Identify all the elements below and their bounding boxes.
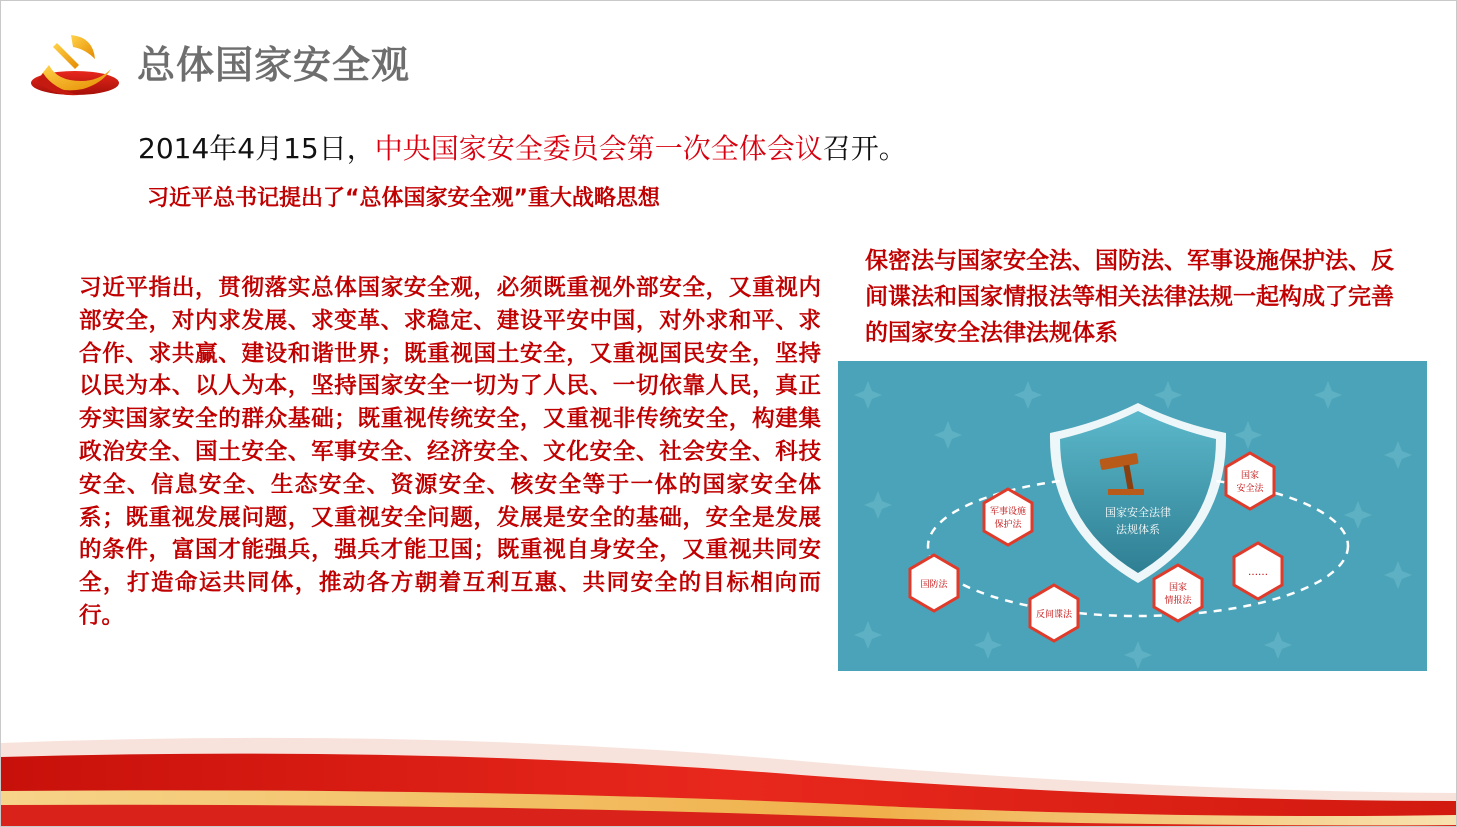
- intro-date: 2014年4月15日，: [138, 132, 375, 165]
- svg-text:保护法: 保护法: [994, 520, 1022, 530]
- node-national-defense-law: [910, 555, 958, 611]
- node-intelligence-law: [1154, 565, 1202, 621]
- shield-label-1: 国家安全法律: [1105, 506, 1171, 519]
- intro-line: [138, 129, 907, 169]
- svg-text:军事设施: 军事设施: [989, 507, 1027, 517]
- bottom-wave-decoration: [1, 731, 1457, 827]
- node-counter-espionage-law: [1030, 585, 1078, 641]
- svg-text:国家: 国家: [1240, 471, 1260, 481]
- side-note: 保密法与国家安全法、国防法、军事设施保护法、反间谍法和国家情报法等相关法律法规一起构成了完善的国家安全法律法规体系: [865, 248, 1394, 346]
- party-emblem-icon: [23, 25, 123, 103]
- svg-text:国家: 国家: [1168, 583, 1188, 593]
- intro-subtitle: 习近平总书记提出了“总体国家安全观”重大战略思想: [147, 186, 660, 211]
- node-more: [1234, 543, 1282, 599]
- svg-text:反间谍法: 反间谍法: [1035, 610, 1073, 620]
- svg-text:国防法: 国防法: [920, 580, 948, 590]
- svg-text:情报法: 情报法: [1164, 596, 1192, 606]
- intro-suffix: 召开。: [822, 132, 907, 165]
- legal-system-diagram: [838, 361, 1427, 671]
- main-paragraph: 习近平指出，贯彻落实总体国家安全观，必须既重视外部安全，又重视内部安全，对内求发展、求变革、求稳定、建设平安中国，对外求和平、求合作、求共赢、建设和谐世界；既重视国土安全，又重视国民安全，坚持以民为本、以人为本，坚持国家安全一切为了人民、一切依靠人民，真正夯实国家安全的群众基础；既重视传统安全，又重视非传统安全，构建集政治安全、国土安全、军事安全、经济安全、文化安全、社会安全、科技安全、信息安全、生态安全、资源安全、核安全等于一体的国家安全体系；既重视发展问题，又重视安全问题，发展是安全的基础，安全是发展的条件，富国才能强兵，强兵才能卫国；既重视自身安全，又重视共同安全，打造命运共同体，推动各方朝着互利互惠、共同安全的目标相向而行。: [79, 275, 821, 629]
- svg-text:安全法: 安全法: [1236, 484, 1264, 494]
- intro-meeting: 中央国家安全委员会第一次全体会议: [374, 132, 823, 165]
- svg-text:……: ……: [1248, 567, 1268, 578]
- node-military-facilities: [984, 489, 1032, 545]
- page-title: 总体国家安全观: [137, 43, 411, 87]
- node-national-security-law: [1226, 453, 1274, 509]
- shield-label-2: 法规体系: [1116, 523, 1160, 536]
